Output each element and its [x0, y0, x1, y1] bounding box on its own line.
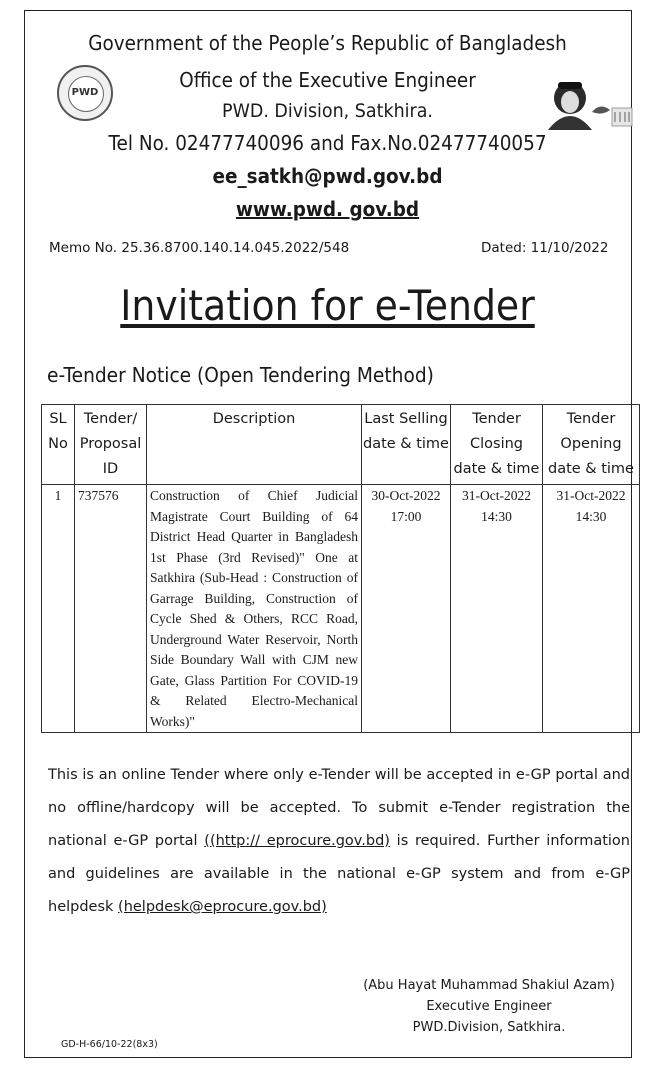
- col-header-description: Description: [147, 405, 362, 485]
- cell-closing: [451, 485, 543, 733]
- signature-block: [359, 975, 619, 1038]
- memo-number: Memo No. 25.36.8700.140.14.045.2022/548: [49, 240, 350, 256]
- instructions-text-2: is required. Further information and guidelines are available in the national e-GP system and from e-GP helpdesk: [48, 833, 630, 915]
- opening-date: 31-Oct-2022: [556, 488, 626, 503]
- instructions-paragraph: [48, 759, 630, 924]
- closing-date: 31-Oct-2022: [462, 488, 531, 503]
- last-selling-time: 17:00: [390, 508, 422, 524]
- pwd-logo-text: PWD: [71, 87, 99, 98]
- helpdesk-link[interactable]: (helpdesk@eprocure.gov.bd): [118, 899, 327, 915]
- header-email: ee_satkh@pwd.gov.bd: [212, 164, 443, 188]
- col-header-last-selling: Last Selling date & time: [362, 405, 451, 485]
- signatory-name: (Abu Hayat Muhammad Shakiul Azam): [363, 978, 615, 993]
- signatory-office: PWD.Division, Satkhira.: [412, 1020, 566, 1035]
- col-header-tender-id: Tender/ Proposal ID: [75, 405, 147, 485]
- memo-date: Dated: 11/10/2022: [481, 240, 609, 256]
- cell-opening: [543, 485, 640, 733]
- col-header-opening: Tender Opening date & time: [543, 405, 640, 485]
- closing-time: 14:30: [481, 508, 512, 524]
- col-header-sl: SL No: [42, 405, 75, 485]
- cell-tender-id: 737576: [75, 485, 147, 733]
- eprocure-link[interactable]: ((http:// eprocure.gov.bd): [204, 833, 390, 849]
- cell-description: Construction of Chief Judicial Magistrate Court Building of 64 District Head Quarter in Bangladesh 1st Phase (3rd Revised)" One at Satkhira (Sub-Head : Construction of Garrage Building, Construction of Cycle Shed & Others, RCC Road, Underground Water Reservoir, North Side Boundary Wall with CJM new Gate, Glass Partition For COVID-19 & Related Electro-Mechanical Works)": [147, 485, 362, 733]
- signatory-title: Executive Engineer: [426, 999, 552, 1014]
- header-website: www.pwd. gov.bd: [235, 197, 420, 221]
- page-title: Invitation for e-Tender: [120, 281, 535, 330]
- notice-heading: e-Tender Notice (Open Tendering Method): [47, 363, 434, 387]
- footer-code: GD-H-66/10-22(8x3): [61, 1039, 158, 1050]
- cell-last-selling: [362, 485, 451, 733]
- table-header-row: [42, 405, 640, 485]
- instructions-text-1: This is an online Tender where only e-Tender will be accepted in e-GP portal and no offline/hardcopy will be accepted. To submit e-Tender registration the national e-GP portal: [48, 767, 630, 849]
- table-row: [42, 485, 640, 733]
- header-office: Office of the Executive Engineer: [179, 68, 476, 92]
- header-division: PWD. Division, Satkhira.: [222, 100, 433, 122]
- cell-sl: 1: [42, 485, 75, 733]
- col-header-closing: Tender Closing date & time: [451, 405, 543, 485]
- tender-table: [41, 404, 640, 733]
- opening-time: 14:30: [575, 508, 607, 524]
- last-selling-date: 30-Oct-2022: [371, 488, 441, 503]
- header-government: Government of the People’s Republic of Bangladesh: [88, 31, 567, 55]
- header-phone-fax: Tel No. 02477740096 and Fax.No.02477740057: [108, 131, 547, 155]
